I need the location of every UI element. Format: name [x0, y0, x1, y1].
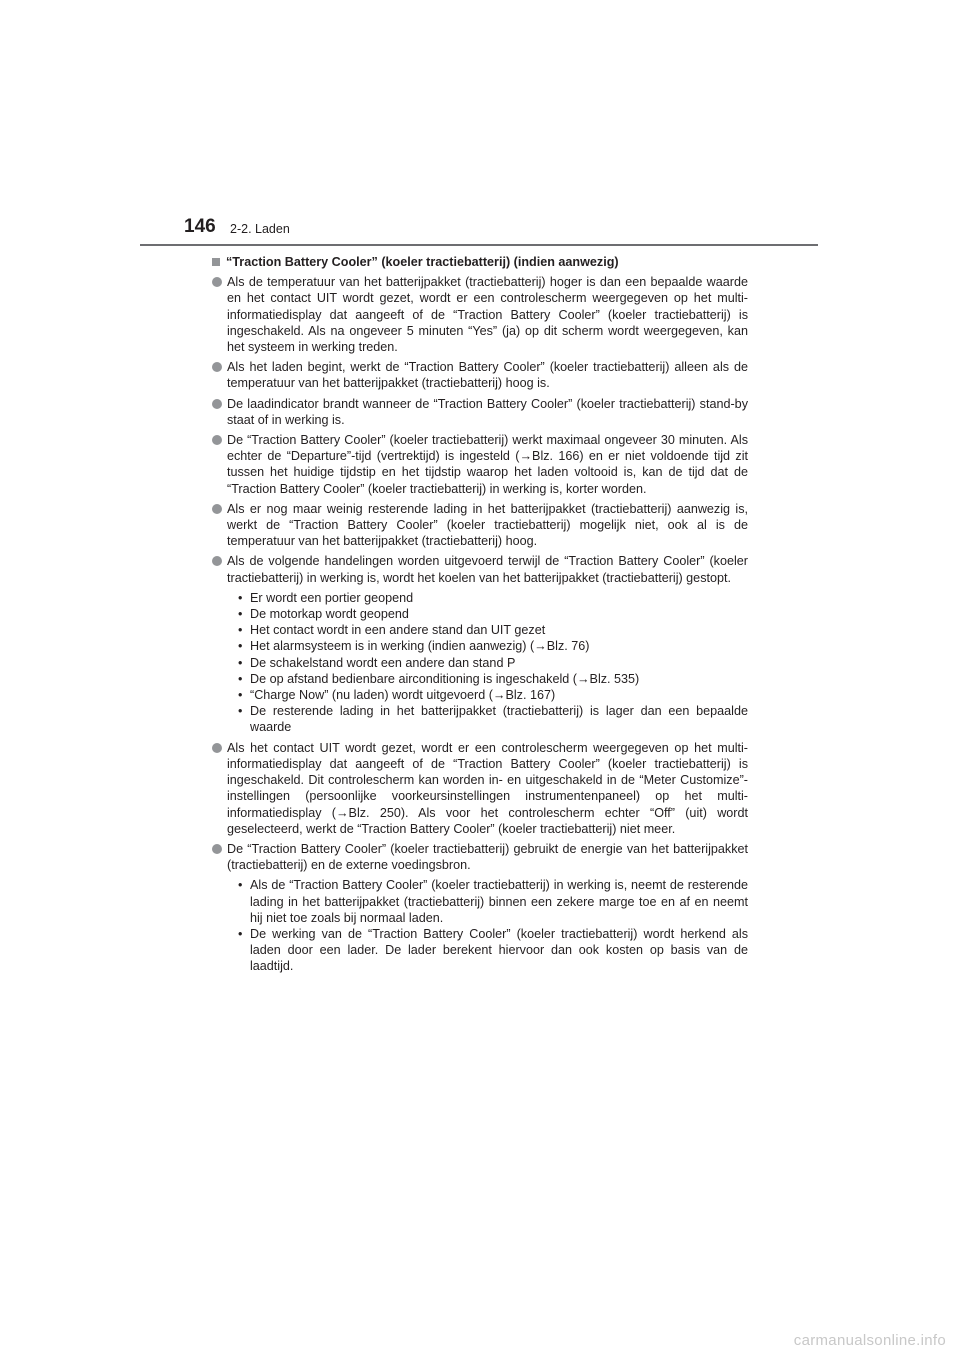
- sub-item: [238, 671, 748, 687]
- sub-item-text: De werking van de “Traction Battery Cooler” (koeler tractiebatterij) wordt herkend als laden door een lader. De lader berekent hiervoor dan ook kosten op basis van de laadtijd.: [250, 926, 748, 974]
- sub-item: [238, 606, 748, 622]
- circle-bullet-icon: [212, 435, 222, 445]
- bullet-item: [212, 432, 748, 497]
- bullet-text: Als het contact UIT wordt gezet, wordt er een controlescherm weergegeven op het multi-informatiedisplay dat aangeeft of de “Traction Battery Cooler” (koeler tractiebatterij) is ingeschakeld. Dit controlescherm kan worden in- en uitgeschakeld in de “Meter Customize”-instellingen (persoonlijke voorkeursinstellingen instrumentenpaneel) op het multi-informatiedisplay (→Blz. 250). Als voor het controlescherm echter “Off” (uit) wordt geselecteerd, werkt de “Traction Battery Cooler” (koeler tractiebatterij) niet meer.: [227, 740, 748, 836]
- sub-item-text: “Charge Now” (nu laden) wordt uitgevoerd (→Blz. 167): [250, 688, 556, 703]
- sub-item: [238, 877, 748, 926]
- sub-bullet-glyph: •: [238, 688, 243, 703]
- watermark: carmanualsonline.info: [793, 1332, 946, 1349]
- sub-item-list: [238, 590, 748, 736]
- section-label: 2-2. Laden: [230, 222, 290, 236]
- bullet-text: Als de temperatuur van het batterijpakket (tractiebatterij) hoger is dan een bepaalde waarde en het contact UIT wordt gezet, wordt er een controlescherm weergegeven op het multi-informatiedisplay dat aangeeft of de “Traction Battery Cooler” (koeler tractiebatterij) is ingeschakeld. Als na ongeveer 5 minuten “Yes” (ja) op dit scherm wordt weergegeven, kan het systeem in werking treden.: [227, 275, 748, 355]
- sub-item-text: De resterende lading in het batterijpakket (tractiebatterij) is lager dan een bepaalde waarde: [250, 704, 748, 735]
- circle-bullet-icon: [212, 556, 222, 566]
- section-heading-text: “Traction Battery Cooler” (koeler tractiebatterij) (indien aanwezig): [226, 255, 619, 269]
- sub-bullet-glyph: •: [238, 671, 243, 686]
- bullet-text: Als het laden begint, werkt de “Traction Battery Cooler” (koeler tractiebatterij) alleen als de temperatuur van het batterijpakket (tractiebatterij) hoog is.: [227, 360, 748, 391]
- bullet-item: [212, 740, 748, 837]
- bullet-item: [212, 396, 748, 428]
- sub-item: [238, 622, 748, 638]
- bullet-text: De laadindicator brandt wanneer de “Traction Battery Cooler” (koeler tractiebatterij) stand-by staat of in werking is.: [227, 396, 748, 427]
- sub-bullet-glyph: •: [238, 623, 243, 638]
- circle-bullet-icon: [212, 362, 222, 372]
- sub-item-text: De op afstand bedienbare airconditioning is ingeschakeld (→Blz. 535): [250, 671, 640, 686]
- bullet-item: [212, 841, 748, 873]
- bullet-text: De “Traction Battery Cooler” (koeler tractiebatterij) werkt maximaal ongeveer 30 minuten. Als echter de “Departure”-tijd (vertrektijd) is ingesteld (→Blz. 166) en er niet voldoende tijd zit tussen het huidige tijdstip en het tijdstip waarop het laden voltooid is, kan de tijd dat de “Traction Battery Cooler” (koeler tractiebatterij) in werking is, korter worden.: [227, 433, 748, 496]
- bullet-item: [212, 553, 748, 585]
- bullet-item: [212, 359, 748, 391]
- bullet-text: Als de volgende handelingen worden uitgevoerd terwijl de “Traction Battery Cooler” (koeler tractiebatterij) in werking is, wordt het koelen van het batterijpakket (tractiebatterij) gestopt.: [227, 554, 748, 585]
- sub-bullet-glyph: •: [238, 607, 243, 622]
- circle-bullet-icon: [212, 504, 222, 514]
- sub-bullet-glyph: •: [238, 655, 243, 670]
- sub-bullet-glyph: •: [238, 926, 243, 941]
- header-rule: [140, 244, 818, 246]
- section-heading: [212, 254, 748, 270]
- sub-item: [238, 687, 748, 703]
- sub-item: [238, 590, 748, 606]
- sub-item: [238, 703, 748, 735]
- bullet-item: [212, 274, 748, 355]
- bullet-item: [212, 501, 748, 550]
- sub-item: [238, 638, 748, 654]
- sub-bullet-glyph: •: [238, 704, 243, 719]
- sub-item: [238, 655, 748, 671]
- circle-bullet-icon: [212, 743, 222, 753]
- circle-bullet-icon: [212, 277, 222, 287]
- square-bullet-icon: [212, 258, 220, 266]
- page-content: [212, 254, 748, 978]
- bullet-text: Als er nog maar weinig resterende lading in het batterijpakket (tractiebatterij) aanwezig is, werkt de “Traction Battery Cooler” (koeler tractiebatterij) mogelijk niet, ook al is de temperatuur van het batterijpakket (tractiebatterij) hoog.: [227, 501, 748, 549]
- bullet-list: [212, 274, 748, 974]
- circle-bullet-icon: [212, 399, 222, 409]
- sub-item-text: Het contact wordt in een andere stand dan UIT gezet: [250, 623, 546, 638]
- circle-bullet-icon: [212, 844, 222, 854]
- sub-bullet-glyph: •: [238, 590, 243, 605]
- sub-item: [238, 926, 748, 975]
- sub-item-text: Er wordt een portier geopend: [250, 590, 414, 605]
- sub-item-text: Als de “Traction Battery Cooler” (koeler tractiebatterij) in werking is, neemt de resterende lading in het batterijpakket (tractiebatterij) binnen een zekere marge toe en af en neemt hij niet toe zoals bij normaal laden.: [250, 878, 748, 925]
- sub-bullet-glyph: •: [238, 878, 243, 893]
- sub-bullet-glyph: •: [238, 639, 243, 654]
- sub-item-text: De schakelstand wordt een andere dan stand P: [250, 655, 516, 670]
- sub-item-list: [238, 877, 748, 974]
- page-number: 146: [184, 216, 216, 237]
- sub-item-text: Het alarmsysteem is in werking (indien aanwezig) (→Blz. 76): [250, 639, 590, 654]
- bullet-text: De “Traction Battery Cooler” (koeler tractiebatterij) gebruikt de energie van het batterijpakket (tractiebatterij) en de externe voedingsbron.: [227, 841, 748, 873]
- sub-item-text: De motorkap wordt geopend: [250, 607, 409, 622]
